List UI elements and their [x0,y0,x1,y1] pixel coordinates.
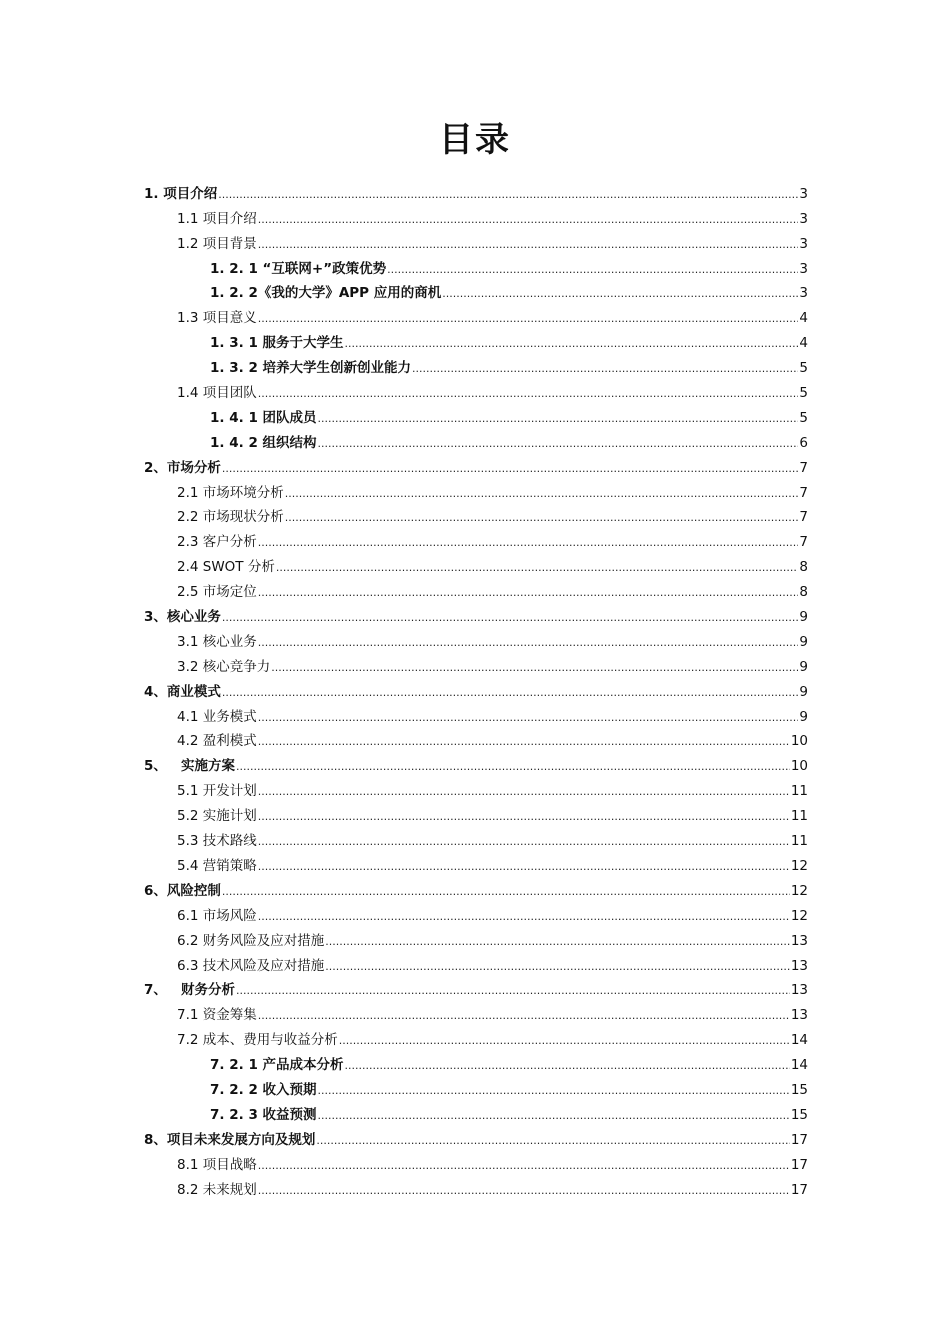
toc-entry-page: 9 [799,609,808,626]
toc-entry[interactable] [144,1124,808,1149]
dot-leader [258,710,799,726]
toc-entry-page: 9 [799,708,808,725]
toc-entry-page: 13 [790,982,808,999]
toc-entry-label: 7.1 资金筹集 [177,1007,257,1024]
toc-entry-page: 9 [799,633,808,650]
toc-entry[interactable] [144,477,808,502]
toc-entry-label: 1. 2. 2《我的大学》APP 应用的商机 [210,285,442,302]
toc-entry[interactable] [144,576,808,601]
toc-entry-label: 2.3 客户分析 [177,534,257,551]
toc-entry-page: 14 [790,1032,808,1049]
toc-entry[interactable] [144,1074,808,1099]
page-title: 目录 [439,120,511,160]
toc-entry-label: 5.3 技术路线 [177,833,257,850]
toc-entry[interactable] [144,726,808,751]
dot-leader [285,486,799,502]
toc-entry[interactable] [144,626,808,651]
toc-entry-label: 6.3 技术风险及应对措施 [177,957,325,974]
toc-entry[interactable] [144,253,808,278]
toc-entry-page: 5 [799,385,808,402]
toc-entry[interactable] [144,676,808,701]
dot-leader [276,560,799,576]
dot-leader [236,983,790,999]
toc-entry[interactable] [144,651,808,676]
toc-entry-label: 2.2 市场现状分析 [177,509,284,526]
toc-entry[interactable] [144,427,808,452]
toc-entry-label: 8、项目未来发展方向及规划 [144,1131,316,1148]
toc-entry-label: 4.2 盈利模式 [177,733,257,750]
toc-entry-label: 1.2 项目背景 [177,235,257,252]
toc-entry-page: 14 [790,1057,808,1074]
toc-entry-label: 1.3 项目意义 [177,310,257,327]
toc-entry-page: 15 [790,1081,808,1098]
toc-entry-label: 6、风险控制 [144,882,221,899]
toc-entry-page: 7 [799,484,808,501]
dot-leader [285,510,799,526]
toc-entry[interactable] [144,452,808,477]
toc-entry[interactable] [144,203,808,228]
toc-entry-label: 5、 实施方案 [144,758,235,775]
toc-entry-label: 2.4 SWOT 分析 [177,559,275,576]
dot-leader [258,1158,790,1174]
toc-entry-label: 1. 3. 1 服务于大学生 [210,335,344,352]
table-of-contents [144,178,808,1199]
toc-entry-label: 6.1 市场风险 [177,907,257,924]
toc-entry-page: 9 [799,683,808,700]
dot-leader [339,1033,790,1049]
toc-entry[interactable] [144,1024,808,1049]
dot-leader [258,909,790,925]
toc-entry-label: 7. 2. 1 产品成本分析 [210,1057,344,1074]
toc-entry-page: 11 [790,783,808,800]
toc-entry-label: 7、 财务分析 [144,982,235,999]
toc-entry-label: 8.1 项目战略 [177,1156,257,1173]
toc-entry-page: 3 [799,210,808,227]
toc-entry[interactable] [144,352,808,377]
dot-leader [258,535,799,551]
dot-leader [258,859,790,875]
dot-leader [412,361,798,377]
dot-leader [258,784,790,800]
toc-entry-page: 5 [799,409,808,426]
toc-entry[interactable] [144,302,808,327]
toc-entry-label: 1. 4. 1 团队成员 [210,409,317,426]
toc-entry-label: 3、核心业务 [144,609,221,626]
dot-leader [258,311,799,327]
dot-leader [318,1108,790,1124]
toc-entry-page: 7 [799,509,808,526]
dot-leader [345,1058,790,1074]
toc-entry-page: 12 [790,857,808,874]
toc-entry[interactable] [144,825,808,850]
toc-entry-page: 13 [790,932,808,949]
toc-entry-page: 12 [790,907,808,924]
dot-leader [258,237,799,253]
toc-entry-page: 7 [799,459,808,476]
toc-entry-page: 11 [790,808,808,825]
toc-entry-label: 2.1 市场环境分析 [177,484,284,501]
dot-leader [258,386,799,402]
toc-entry[interactable] [144,377,808,402]
toc-entry-page: 17 [790,1181,808,1198]
toc-entry-label: 5.2 实施计划 [177,808,257,825]
toc-entry[interactable] [144,551,808,576]
toc-entry-label: 4、商业模式 [144,683,221,700]
toc-entry-label: 1.1 项目介绍 [177,210,257,227]
dot-leader [271,660,798,676]
toc-entry-label: 7. 2. 2 收入预期 [210,1081,317,1098]
toc-entry-label: 5.1 开发计划 [177,783,257,800]
toc-entry[interactable] [144,750,808,775]
toc-entry-label: 2.5 市场定位 [177,584,257,601]
toc-entry[interactable] [144,800,808,825]
toc-entry[interactable] [144,178,808,203]
toc-entry-label: 1. 项目介绍 [144,185,218,202]
toc-entry[interactable] [144,502,808,527]
toc-entry-page: 3 [799,185,808,202]
toc-entry-label: 1. 2. 1 “互联网+”政策优势 [210,260,387,277]
toc-entry-label: 6.2 财务风险及应对措施 [177,932,325,949]
toc-entry[interactable] [144,900,808,925]
toc-entry-label: 7.2 成本、费用与收益分析 [177,1032,338,1049]
toc-entry[interactable] [144,875,808,900]
toc-entry[interactable] [144,975,808,1000]
dot-leader [236,759,790,775]
toc-entry[interactable] [144,925,808,950]
dot-leader [325,934,790,950]
toc-entry[interactable] [144,1049,808,1074]
dot-leader [258,1008,790,1024]
toc-entry[interactable] [144,327,808,352]
toc-entry-label: 1. 4. 2 组织结构 [210,434,317,451]
toc-entry-page: 3 [799,235,808,252]
toc-entry-page: 3 [799,260,808,277]
dot-leader [318,411,799,427]
dot-leader [387,262,798,278]
dot-leader [345,336,799,352]
toc-entry[interactable] [144,228,808,253]
toc-entry-label: 3.2 核心竞争力 [177,658,271,675]
toc-entry-page: 5 [799,360,808,377]
toc-entry-page: 13 [790,957,808,974]
dot-leader [222,461,799,477]
dot-leader [318,436,799,452]
toc-entry-page: 8 [799,559,808,576]
toc-entry-page: 7 [799,534,808,551]
toc-entry-page: 4 [799,310,808,327]
dot-leader [258,834,790,850]
toc-entry[interactable] [144,278,808,303]
toc-entry[interactable] [144,950,808,975]
toc-entry-page: 6 [799,434,808,451]
toc-entry[interactable] [144,526,808,551]
toc-entry[interactable] [144,402,808,427]
dot-leader [318,1083,790,1099]
dot-leader [316,1133,789,1149]
toc-entry[interactable] [144,701,808,726]
dot-leader [258,635,799,651]
dot-leader [258,1183,790,1199]
toc-entry-label: 2、市场分析 [144,459,221,476]
toc-entry[interactable] [144,850,808,875]
toc-entry[interactable] [144,775,808,800]
toc-entry-page: 4 [799,335,808,352]
dot-leader [258,585,799,601]
dot-leader [222,685,799,701]
toc-entry-page: 9 [799,658,808,675]
dot-leader [222,884,790,900]
dot-leader [218,187,798,203]
dot-leader [325,959,790,975]
toc-entry[interactable] [144,999,808,1024]
toc-entry-page: 12 [790,882,808,899]
toc-entry[interactable] [144,1174,808,1199]
toc-entry-label: 7. 2. 3 收益预测 [210,1106,317,1123]
toc-entry[interactable] [144,1099,808,1124]
toc-entry-page: 10 [790,758,808,775]
toc-entry-page: 11 [790,833,808,850]
toc-entry-page: 17 [790,1156,808,1173]
toc-entry[interactable] [144,601,808,626]
toc-entry-page: 17 [790,1131,808,1148]
dot-leader [258,809,790,825]
toc-entry-label: 4.1 业务模式 [177,708,257,725]
dot-leader [222,610,799,626]
toc-entry-page: 13 [790,1007,808,1024]
toc-entry-label: 5.4 营销策略 [177,857,257,874]
toc-entry-label: 3.1 核心业务 [177,633,257,650]
toc-entry-label: 1. 3. 2 培养大学生创新创业能力 [210,360,412,377]
dot-leader [258,212,799,228]
toc-entry-label: 8.2 未来规划 [177,1181,257,1198]
dot-leader [258,734,790,750]
toc-entry-label: 1.4 项目团队 [177,385,257,402]
toc-entry-page: 3 [799,285,808,302]
dot-leader [442,286,798,302]
toc-entry[interactable] [144,1149,808,1174]
toc-entry-page: 10 [790,733,808,750]
toc-entry-page: 15 [790,1106,808,1123]
toc-entry-page: 8 [799,584,808,601]
